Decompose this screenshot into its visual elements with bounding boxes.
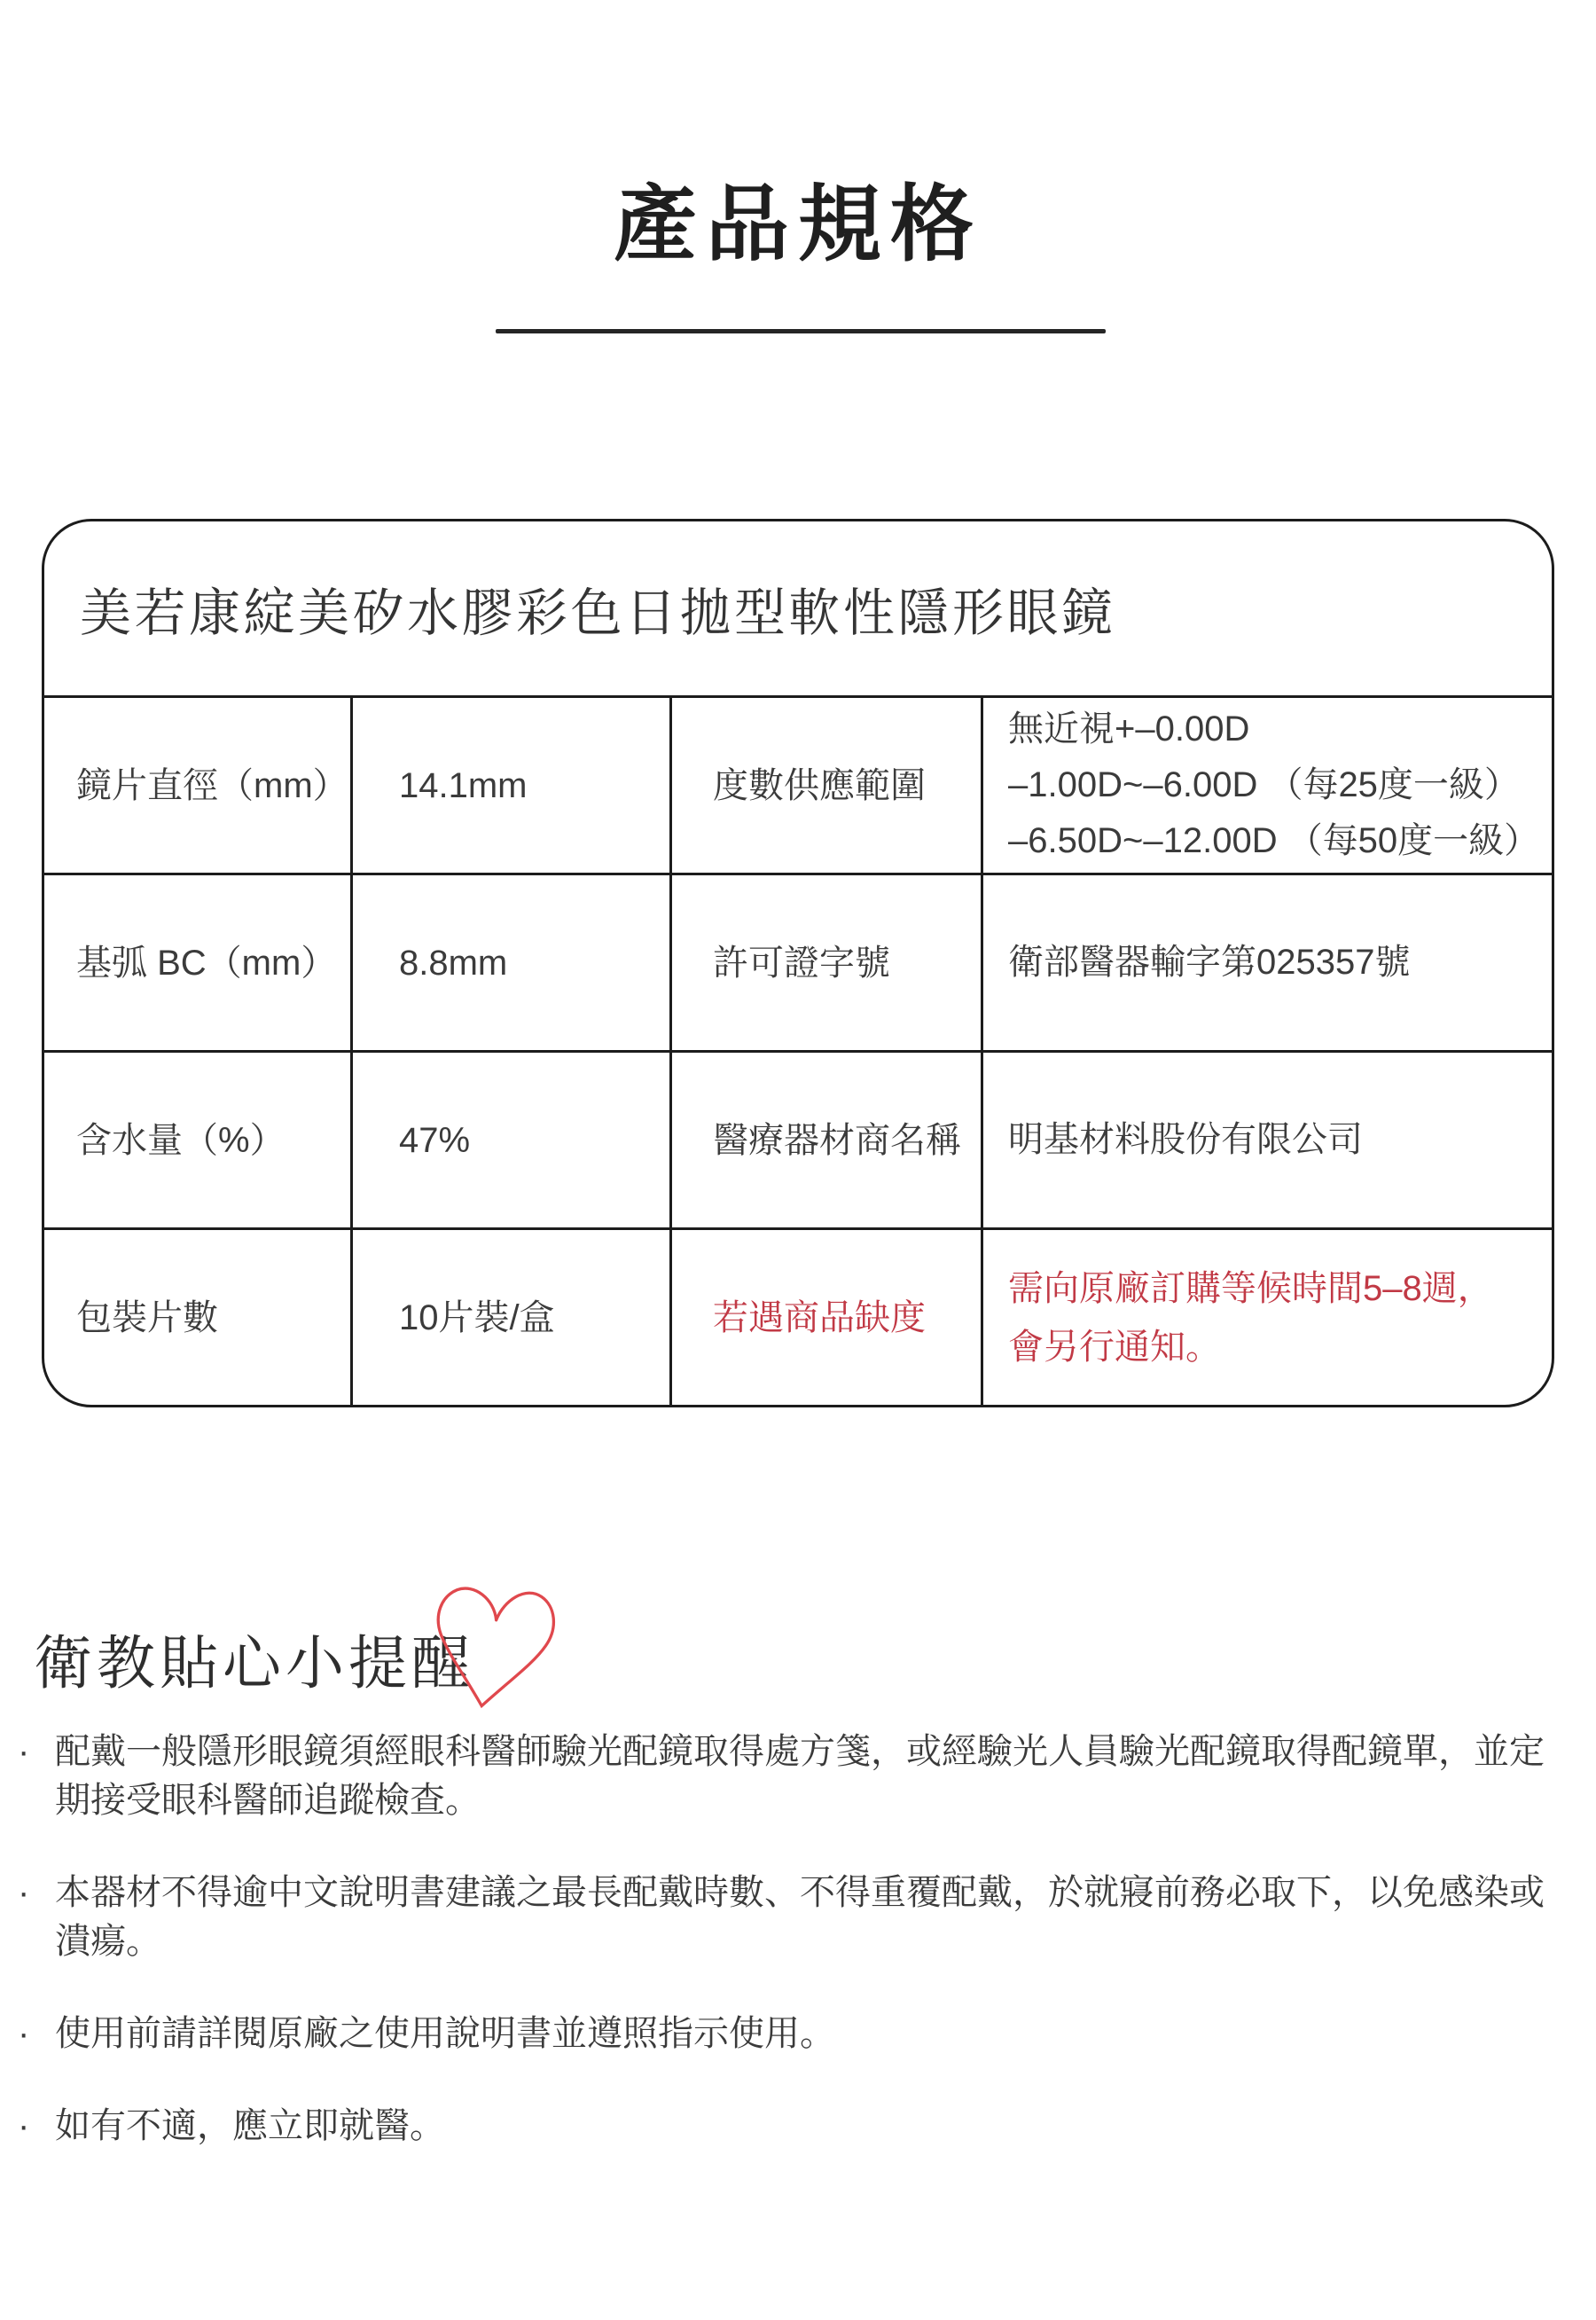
spec-value-pack-count: 10片裝/盒: [350, 1230, 669, 1405]
list-item: [18, 2010, 1562, 2058]
license-number: 衛部醫器輸字第025357號: [1008, 943, 1411, 982]
power-range-line: 無近視+–0.00D: [1008, 709, 1250, 749]
power-range-line: –1.00D~–6.00D （每25度一級）: [1008, 765, 1520, 804]
tip-text: 如有不適，應立即就醫。: [55, 2106, 445, 2145]
table-row: [44, 695, 1552, 873]
list-item: [18, 1728, 1562, 1825]
table-row: [44, 1050, 1552, 1227]
spec-value-base-curve: 8.8mm: [350, 875, 669, 1050]
bullet-dot: ·: [18, 1732, 30, 1771]
out-of-stock-notice-line: 需向原廠訂購等候時間5–8週，: [1008, 1268, 1493, 1308]
spec-label-diameter: 鏡片直徑（mm）: [76, 765, 348, 805]
title-underline: [496, 329, 1106, 333]
spec-label-pack-count: 包裝片數: [76, 1297, 218, 1337]
spec-value-water-content: 47%: [350, 1053, 669, 1227]
page-title: 產品規格: [613, 177, 982, 270]
heart-icon: [426, 1584, 560, 1726]
spec-label-out-of-stock: 若遇商品缺度: [669, 1230, 981, 1405]
table-row: [44, 1227, 1552, 1405]
spec-label-manufacturer: 醫療器材商名稱: [669, 1053, 981, 1227]
bullet-dot: ·: [18, 2014, 30, 2053]
spec-value-diameter: 14.1mm: [350, 698, 669, 873]
table-row: [44, 873, 1552, 1050]
tips-heading: 衛教貼心小提醒: [34, 1630, 474, 1696]
spec-label-power-range: 度數供應範圍: [669, 698, 981, 873]
spec-value-license-number: [981, 875, 1552, 1050]
spec-label-base-curve: 基弧 BC（mm）: [76, 943, 337, 983]
tip-text: 配戴一般隱形眼鏡須經眼科醫師驗光配鏡取得處方箋，或經驗光人員驗光配鏡取得配鏡單，並定期接受眼科醫師追蹤檢查。: [55, 1732, 1545, 1820]
list-item: [18, 2102, 1562, 2151]
list-item: [18, 1869, 1562, 1966]
product-name: 美若康綻美矽水膠彩色日拋型軟性隱形眼鏡: [80, 584, 1116, 642]
spec-table: [42, 519, 1554, 1407]
manufacturer-name: 明基材料股份有限公司: [1008, 1120, 1363, 1159]
spec-label-license-number: 許可證字號: [669, 875, 981, 1050]
tip-text: 本器材不得逾中文說明書建議之最長配戴時數、不得重覆配戴，於就寢前務必取下，以免感染或潰瘍。: [55, 1873, 1545, 1961]
bullet-dot: ·: [18, 1873, 30, 1912]
spec-value-manufacturer: [981, 1053, 1552, 1227]
tip-text: 使用前請詳閱原廠之使用說明書並遵照指示使用。: [55, 2014, 835, 2053]
out-of-stock-notice-line: 會另行通知。: [1008, 1327, 1221, 1367]
tips-list: [18, 1728, 1580, 2194]
power-range-line: –6.50D~–12.00D （每50度一級）: [1008, 821, 1540, 860]
spec-value-power-range: [981, 698, 1552, 873]
bullet-dot: ·: [18, 2106, 30, 2145]
spec-label-water-content: 含水量（%）: [76, 1120, 286, 1160]
spec-value-out-of-stock-notice: [981, 1230, 1552, 1405]
